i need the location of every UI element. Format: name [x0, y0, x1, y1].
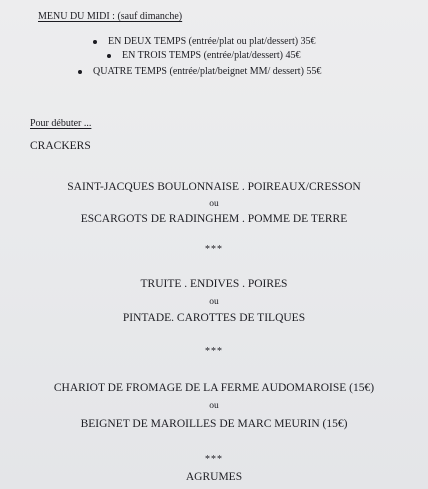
menu-option-three-courses — [107, 50, 301, 61]
dish-cheese-1: CHARIOT DE FROMAGE DE LA FERME AUDOMAROISE (15€) — [53, 382, 375, 394]
dish-main-1: TRUITE . ENDIVES . POIRES — [140, 278, 288, 290]
bullet-icon — [93, 40, 97, 44]
course-separator: *** — [205, 346, 223, 357]
course-separator: *** — [205, 454, 223, 465]
menu-option-two-courses — [93, 36, 316, 47]
bullet-icon — [107, 54, 111, 58]
or-separator: ou — [209, 199, 219, 209]
dish-entree-1: SAINT-JACQUES BOULONNAISE . POIREAUX/CRESSON — [67, 181, 361, 193]
dish-main-2: PINTADE. CAROTTES DE TILQUES — [122, 312, 306, 324]
bullet-icon — [78, 70, 82, 74]
option-label: EN DEUX TEMPS (entrée/plat ou plat/dessert) 35€ — [108, 36, 316, 47]
dish-entree-2: ESCARGOTS DE RADINGHEM . POMME DE TERRE — [80, 213, 348, 225]
dish-cheese-2: BEIGNET DE MAROILLES DE MARC MEURIN (15€) — [80, 418, 348, 430]
or-separator: ou — [209, 401, 219, 411]
dish-dessert: AGRUMES — [185, 471, 243, 483]
menu-option-four-courses — [78, 66, 321, 77]
option-label: EN TROIS TEMPS (entrée/plat/dessert) 45€ — [122, 50, 301, 61]
menu-title: MENU DU MIDI : (sauf dimanche) — [38, 11, 183, 22]
or-separator: ou — [209, 297, 219, 307]
section-heading: Pour débuter ... — [30, 118, 92, 129]
option-label: QUATRE TEMPS (entrée/plat/beignet MM/ dessert) 55€ — [93, 66, 322, 77]
crackers-item: CRACKERS — [30, 140, 91, 152]
course-separator: *** — [205, 244, 223, 255]
